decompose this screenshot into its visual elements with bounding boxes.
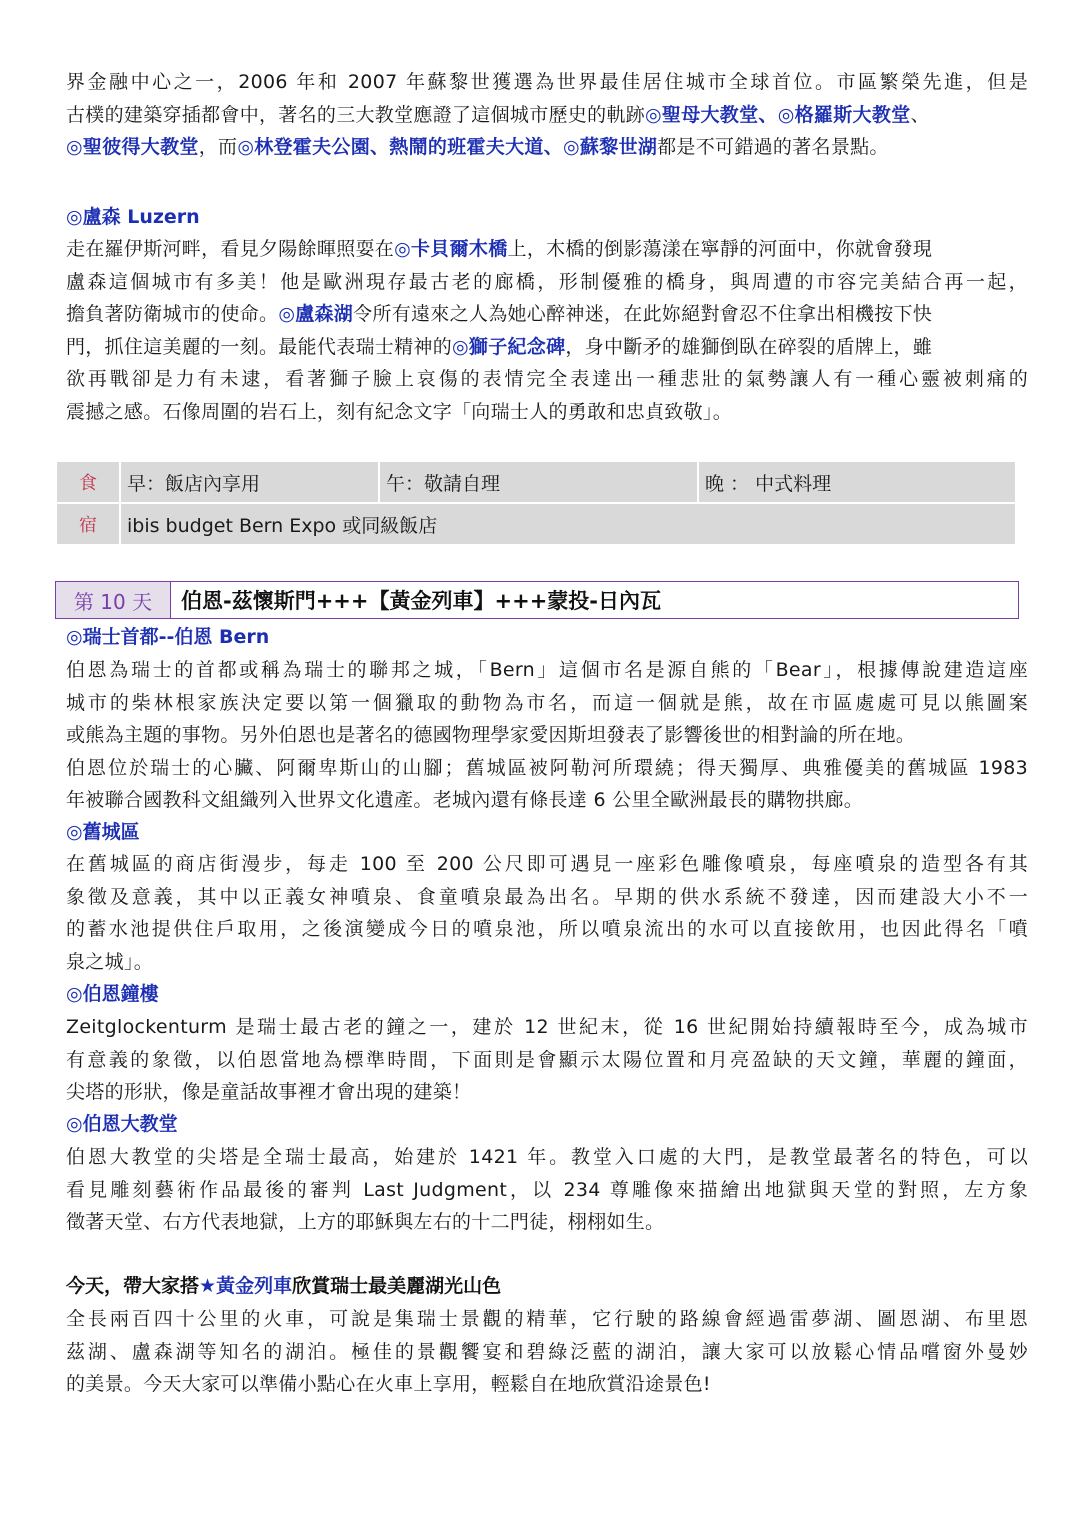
text-span: 都是不可錯過的著名景點。	[657, 136, 889, 159]
text-line	[66, 298, 1028, 331]
text-line: 伯恩位於瑞士的心臟、阿爾卑斯山的山腳；舊城區被阿勒河所環繞；得天獨厚、典雅優美的舊城區 1983	[66, 756, 1028, 779]
text-line: 泉之城」。	[66, 950, 154, 973]
text-line: 的蓄水池提供住戶取用，之後演變成今日的噴泉池，所以噴泉流出的水可以直接飲用，也因此得名「噴	[66, 918, 1028, 941]
marker-icon: ◎	[66, 1113, 83, 1135]
marker-icon: ◎	[563, 136, 580, 159]
highlight-lake-lucerne: 盧森湖	[295, 303, 354, 326]
table-row	[56, 461, 1016, 503]
text-line: 欲再戰卻是力有未逮，看著獅子臉上哀傷的表情完全表達出一種悲壯的氣勢讓人有一種心靈被刺痛的	[66, 368, 1028, 391]
marker-icon: ◎	[452, 335, 469, 358]
clocktower-paragraph	[66, 1011, 1028, 1109]
marker-icon: ◎	[777, 103, 795, 126]
text-line	[66, 99, 1028, 132]
text-line: Zeitglockenturm 是瑞士最古老的鐘之一，建於 12 世紀末，從 16 世紀開始持續報時至今，成為城市	[66, 1016, 1028, 1038]
text-span: ，而	[198, 136, 238, 159]
text-line: 象徵及意義，其中以正義女神噴泉、食童噴泉最為出名。早期的供水系統不發達，因而建設大小不一	[66, 885, 1028, 908]
minster-paragraph	[66, 1141, 1028, 1239]
marker-icon: ◎	[66, 136, 83, 159]
text-line: 有意義的象徵，以伯恩當地為標準時間，下面則是會顯示太陽位置和月亮盈缺的天文鐘，華麗的鐘面，	[66, 1048, 1028, 1071]
text-line: 城市的柴林根家族決定要以第一個獵取的動物為市名，而這一個就是熊，故在市區處處可見以熊圖案	[66, 691, 1028, 714]
text-span: 今天，帶大家搭	[66, 1275, 200, 1297]
train-paragraph	[66, 1303, 1028, 1401]
star-icon: ★	[199, 1275, 217, 1297]
text-line: 年被聯合國教科文組織列入世界文化遺產。老城內還有條長達 6 公里全歐洲最長的購物拱廊。	[66, 789, 864, 812]
food-label: 食	[56, 461, 120, 503]
day-title: 伯恩-茲懷斯門+++【黃金列車】+++蒙投-日內瓦	[181, 589, 662, 613]
marker-icon: ◎	[66, 821, 83, 843]
marker-icon: ◎	[394, 238, 411, 260]
text-line: 伯恩大教堂的尖塔是全瑞士最高，始建於 1421 年。教堂入口處的大門，是教堂最著名的特色，可以	[66, 1146, 1028, 1168]
text-span: 欣賞瑞士最美麗湖光山色	[292, 1275, 502, 1297]
day-banner	[55, 581, 1019, 619]
separator: 、	[910, 103, 930, 126]
clocktower-heading	[66, 979, 159, 1009]
text-line	[66, 131, 1028, 164]
highlight-lion-monument: 獅子紀念碑	[468, 335, 566, 358]
highlight-st-peter: 聖彼得大教堂	[82, 136, 199, 159]
text-span: 門，抓住這美麗的一刻。最能代表瑞士精神的	[66, 335, 453, 358]
text-line: 尖塔的形狀，像是童話故事裡才會出現的建築！	[66, 1081, 472, 1104]
highlight-lindenhof: 林登霍夫公園、熱鬧的班霍夫大道	[254, 136, 544, 159]
bern-heading	[66, 622, 269, 652]
breakfast-cell: 早：飯店內享用	[120, 461, 379, 503]
text-line: 盧森這個城市有多美！他是歐洲現存最古老的廊橋，形制優雅的橋身，與周遭的市容完美結合再一起，	[66, 270, 1028, 293]
marker-icon: ◎	[66, 626, 83, 648]
luzern-heading	[66, 202, 200, 232]
highlight-lake-zurich: 蘇黎世湖	[579, 136, 658, 159]
dinner-cell: 晚 ： 中式料理	[698, 461, 1016, 503]
text-line: 伯恩為瑞士的首都或稱為瑞士的聯邦之城，「Bern」這個市名是源自熊的「Bear」，根據傳說建造這座	[66, 659, 1028, 681]
heading-text: 舊城區	[82, 821, 140, 843]
heading-text: 伯恩鐘樓	[82, 983, 159, 1005]
text-line: 茲湖、盧森湖等知名的湖泊。極佳的景觀饗宴和碧綠泛藍的湖泊，讓大家可以放鬆心情品嚐窗外曼妙	[66, 1340, 1028, 1363]
oldtown-heading	[66, 817, 140, 847]
heading-text: 瑞士首都--伯恩 Bern	[82, 626, 270, 648]
text-span: 擔負著防衛城市的使命。	[66, 303, 279, 326]
marker-icon: ◎	[66, 206, 83, 228]
text-span: ，身中斷矛的雄獅倒臥在碎裂的盾牌上，雖	[565, 335, 933, 358]
text-span: 令所有遠來之人為她心醉神迷，在此妳絕對會忍不住拿出相機按下快	[353, 303, 933, 326]
text-line: 看見雕刻藝術作品最後的審判 Last Judgment，以 234 尊雕像來描繪出地獄與天堂的對照，左方象	[66, 1178, 1028, 1201]
lunch-cell: 午：敬請自理	[379, 461, 698, 503]
text-span: 古樸的建築穿插都會中，著名的三大教堂應證了這個城市歷史的軌跡	[66, 103, 646, 126]
meals-table	[55, 460, 1017, 546]
zurich-paragraph	[66, 66, 1028, 164]
marker-icon: ◎	[237, 136, 255, 159]
oldtown-paragraph	[66, 848, 1028, 978]
text-span: 上，木橋的倒影蕩漾在寧靜的河面中，你就會發現	[507, 238, 933, 260]
text-line: 全長兩百四十公里的火車，可說是集瑞士景觀的精華，它行駛的路線會經過雷夢湖、圖恩湖、布里恩	[66, 1308, 1028, 1330]
text-span: 走在羅伊斯河畔，看見夕陽餘暉照耍在	[66, 238, 395, 260]
text-line: 界金融中心之一，2006 年和 2007 年蘇黎世獲選為世界最佳居住城市全球首位。市區繁榮先進，但是	[66, 71, 1028, 93]
marker-icon: ◎	[66, 983, 83, 1005]
hotel-cell: ibis budget Bern Expo 或同級飯店	[120, 503, 1016, 545]
highlight-notre-dame: 聖母大教堂	[661, 103, 759, 126]
text-line: 震撼之感。石像周圍的岩石上，刻有紀念文字「向瑞士人的勇敢和忠貞致敬」。	[66, 400, 733, 423]
stay-label: 宿	[56, 503, 120, 545]
heading-text: 盧森 Luzern	[82, 206, 200, 228]
highlight-golden-train: 黃金列車	[216, 1275, 293, 1297]
separator: 、	[758, 103, 778, 126]
text-line: 的美景。今天大家可以準備小點心在火車上享用，輕鬆自在地欣賞沿途景色!	[66, 1373, 711, 1396]
table-row	[56, 503, 1016, 545]
text-line	[66, 331, 1028, 364]
highlight-grossmunster: 格羅斯大教堂	[794, 103, 911, 126]
highlight-chapel-bridge: 卡貝爾木橋	[411, 238, 508, 260]
luzern-paragraph	[66, 233, 1028, 429]
marker-icon: ◎	[645, 103, 662, 126]
text-line	[66, 233, 1028, 266]
bern-paragraph	[66, 654, 1028, 817]
train-heading	[66, 1271, 501, 1301]
text-line: 在舊城區的商店街漫步，每走 100 至 200 公尺即可遇見一座彩色雕像噴泉，每座噴泉的造型各有其	[66, 853, 1028, 875]
day-number: 第 10 天	[56, 582, 171, 618]
heading-text: 伯恩大教堂	[82, 1113, 178, 1135]
marker-icon: ◎	[278, 303, 296, 326]
minster-heading	[66, 1109, 178, 1139]
text-line: 或熊為主題的事物。另外伯恩也是著名的德國物理學家愛因斯坦發表了影響後世的相對論的所在地。	[66, 724, 916, 747]
text-line: 徵著天堂、右方代表地獄，上方的耶穌與左右的十二門徒，栩栩如生。	[66, 1211, 665, 1234]
separator: 、	[543, 136, 564, 159]
